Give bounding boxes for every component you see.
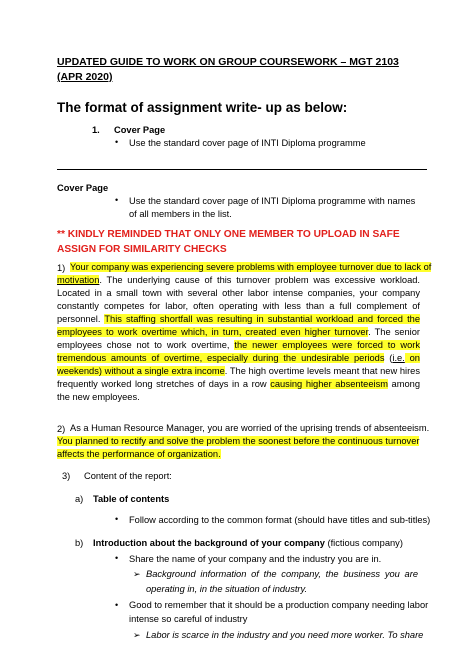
p1-line bbox=[57, 275, 420, 285]
section-b-arrow2: Labor is scarce in the industry and you need more worker. To share bbox=[146, 630, 424, 640]
item1-bullet-text: Use the standard cover page of INTI Diploma programme bbox=[129, 138, 366, 148]
p1-number: 1) bbox=[57, 263, 66, 273]
section-b-arrow1-line2: operating in, in the situation of industry. bbox=[146, 584, 308, 594]
p1-text: personnel. bbox=[57, 314, 105, 324]
p1-text: among bbox=[387, 379, 420, 389]
p1-text: . The underlying cause of this turnover problem was excessive workload. bbox=[99, 275, 420, 285]
p1-line bbox=[57, 353, 420, 363]
p1-text: frequently worked long stretches of days in a row bbox=[57, 379, 271, 389]
highlight: causing higher absenteeism bbox=[270, 379, 388, 389]
p1-line bbox=[57, 314, 420, 324]
section-b-marker: b) bbox=[75, 538, 84, 548]
item1-number: 1. bbox=[92, 125, 100, 135]
highlight: on bbox=[404, 353, 420, 363]
p1-text: . The senior bbox=[368, 327, 420, 337]
p1-line: Located in a small town with several other labor intense companies, your company bbox=[57, 288, 420, 298]
p1-line: constantly competes for labor, often operating with less than a full complement of bbox=[57, 301, 420, 311]
section-b-label: Introduction about the background of your company bbox=[93, 538, 325, 548]
highlight: employees to work overtime which, in turn, created even higher turnover bbox=[57, 327, 369, 337]
p1-text: i.e. bbox=[392, 353, 405, 363]
section-a-marker: a) bbox=[75, 494, 84, 504]
section-a-label: Table of contents bbox=[93, 494, 170, 504]
bullet-icon: • bbox=[115, 600, 119, 610]
p1-line bbox=[57, 327, 420, 337]
p1-line bbox=[57, 340, 420, 350]
section-b-bullet2-line1: Good to remember that it should be a production company needing labor bbox=[129, 600, 429, 610]
highlight: This staffing shortfall was resulting in substantial workload and forced the bbox=[104, 314, 420, 324]
highlight: motivation bbox=[57, 275, 100, 285]
bullet-icon: • bbox=[115, 195, 119, 205]
cover-heading: Cover Page bbox=[57, 183, 109, 193]
bullet-icon: • bbox=[115, 553, 119, 563]
p2-line bbox=[57, 449, 420, 459]
reminder-line1: ** KINDLY REMINDED THAT ONLY ONE MEMBER TO UPLOAD IN SAFE bbox=[57, 229, 400, 240]
highlight: Your company was experiencing severe problems with employee turnover due to lack of bbox=[70, 262, 432, 272]
format-heading: The format of assignment write- up as below: bbox=[57, 100, 348, 115]
bullet-icon: • bbox=[115, 514, 119, 524]
p1-line bbox=[57, 379, 420, 389]
p2-line bbox=[57, 436, 420, 446]
p1-text: . The high overtime levels meant that new hires bbox=[224, 366, 420, 376]
document-title: UPDATED GUIDE TO WORK ON GROUP COURSEWORK – MGT 2103 (APR 2020) bbox=[57, 56, 399, 83]
arrow-bullet-icon: ➢ bbox=[133, 569, 141, 579]
highlight: weekends) without a single extra income bbox=[57, 366, 225, 376]
p1-text: employees chose not to work overtime, bbox=[57, 340, 235, 350]
p1-text: ( bbox=[384, 353, 393, 363]
section-a-bullet: Follow according to the common format (should have titles and sub-titles) bbox=[129, 515, 431, 525]
highlight: You planned to rectify and solve the problem the soonest before the continuous turnover bbox=[57, 436, 420, 446]
item1-label: Cover Page bbox=[114, 125, 166, 135]
p3-number: 3) bbox=[62, 471, 71, 481]
highlight: affects the performance of organization. bbox=[57, 449, 221, 459]
section-b-bullet1: Share the name of your company and the industry you are in. bbox=[129, 554, 382, 564]
cover-bullet-line2: of all members in the list. bbox=[129, 209, 232, 219]
p1-line bbox=[57, 366, 420, 376]
p2-number: 2) bbox=[57, 424, 66, 434]
highlight: tremendous amounts of overtime, especially during the undesirable periods bbox=[57, 353, 385, 363]
p1-line: the new employees. bbox=[57, 392, 140, 402]
p1-line bbox=[70, 262, 432, 272]
divider bbox=[57, 169, 427, 170]
p2-line: As a Human Resource Manager, you are worried of the uprising trends of absenteeism. bbox=[70, 423, 430, 433]
highlight: the newer employees were forced to work bbox=[234, 340, 420, 350]
section-b-arrow1-line1: Background information of the company, the business you are bbox=[146, 569, 418, 579]
bullet-icon: • bbox=[115, 137, 119, 147]
cover-bullet-line1: Use the standard cover page of INTI Diploma programme with names bbox=[129, 196, 416, 206]
p3-label: Content of the report: bbox=[84, 471, 172, 481]
section-b-bullet2-line2: intense so careful of industry bbox=[129, 614, 248, 624]
reminder-line2: ASSIGN FOR SIMILARITY CHECKS bbox=[57, 244, 227, 255]
arrow-bullet-icon: ➢ bbox=[133, 630, 141, 640]
section-b-suffix: (fictious company) bbox=[324, 538, 403, 548]
section-b-heading bbox=[93, 537, 403, 551]
